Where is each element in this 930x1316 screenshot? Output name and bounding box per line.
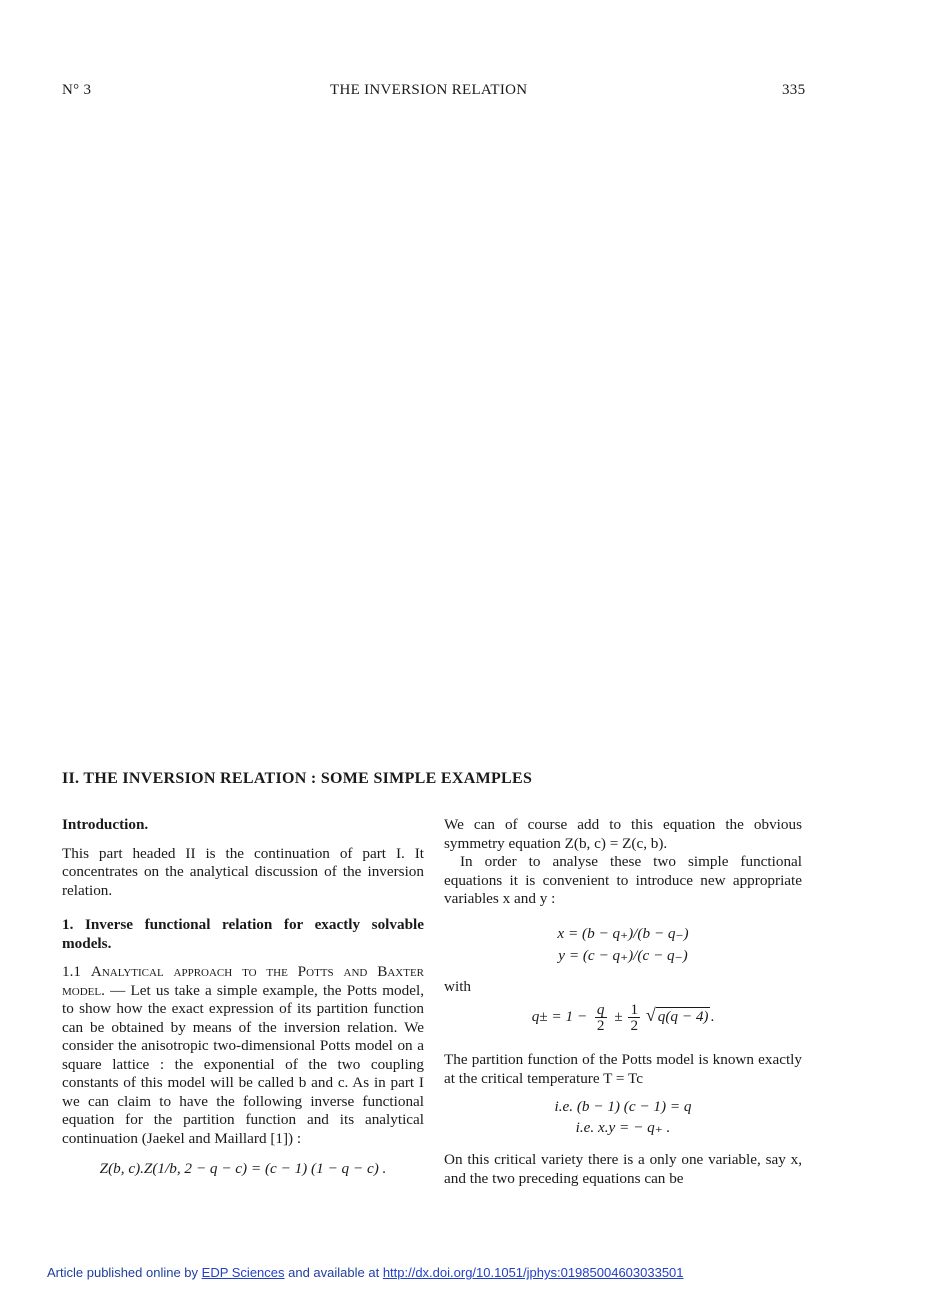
subsection-title: Analytical approach to the Potts and Baxter model. — [62, 963, 424, 999]
footer-prefix: Article published online by — [47, 1265, 202, 1280]
fraction-numerator: q — [596, 1001, 605, 1018]
doi-link[interactable]: http://dx.doi.org/10.1051/jphys:01985004603033501 — [382, 1265, 684, 1280]
subsection-heading: 1. Inverse functional relation for exactly solvable models. — [62, 916, 424, 952]
inverse-functional-equation: Z(b, c).Z(1/b, 2 − q − c) = (c − 1) (1 − q − c) . — [99, 1160, 387, 1177]
intro-paragraph: This part headed II is the continuation of part I. It concentrates on the analytical discussion of the inversion relation. — [62, 844, 424, 899]
part-title: II. THE INVERSION RELATION : SOME SIMPLE EXAMPLES — [62, 770, 533, 787]
equation-q-pm — [444, 1002, 802, 1033]
variables-paragraph: In order to analyse these two simple functional equations it is convenient to introduce new appropriate variables x and y : — [444, 853, 802, 907]
eq-q-end: . — [710, 1007, 715, 1025]
critical-condition-2: i.e. x.y = − q₊ . — [575, 1118, 671, 1136]
equation-y: y = (c − q₊)/(c − q₋) — [558, 947, 688, 964]
fraction-denominator: 2 — [630, 1017, 639, 1034]
plus-minus-sign: ± — [614, 1007, 623, 1025]
intro-heading: Introduction. — [62, 816, 149, 833]
right-column — [444, 816, 802, 1188]
fraction-denominator: 2 — [596, 1017, 605, 1034]
with-label: with — [444, 977, 472, 995]
critical-condition-1: i.e. (b − 1) (c − 1) = q — [554, 1098, 692, 1115]
sqrt-sign: √ — [645, 1004, 656, 1025]
subsection-body: Let us take a simple example, the Potts model, to show how the exact expression of its partition function can be obtained by means of the inversion relation. We consider the anisotropic two-dimensional Potts model on a square lattice : the exponential of the two coupling constants of this model will be called b and c. As in part I we can claim to have the following inverse functional equation for the partition function and its analytical continuation (Jaekel and Maillard [1]) : — [62, 981, 425, 1147]
issue-number: N° 3 — [62, 82, 92, 98]
critical-temperature-paragraph: The partition function of the Potts model is known exactly at the critical temperature T = Tc — [444, 1051, 802, 1087]
fraction-q-over-2 — [595, 1002, 607, 1033]
symmetry-paragraph: We can of course add to this equation the obvious symmetry equation Z(b, c) = Z(c, b). — [444, 816, 802, 852]
subsection-number: 1.1 — [62, 963, 81, 980]
footer-middle: and available at — [284, 1265, 383, 1280]
running-title: THE INVERSION RELATION — [330, 82, 528, 98]
subsection-dash: — — [104, 981, 131, 999]
eq-q-lhs: q± = 1 − — [531, 1007, 588, 1025]
fraction-one-half — [628, 1002, 640, 1033]
page-number: 335 — [782, 82, 806, 98]
critical-variety-paragraph: On this critical variety there is a only one variable, say x, and the two preceding equations can be — [444, 1151, 802, 1187]
fraction-numerator: 1 — [630, 1001, 639, 1018]
left-column — [62, 816, 424, 1179]
publisher-link[interactable]: EDP Sciences — [201, 1265, 285, 1280]
sqrt-argument: q(q − 4) — [657, 1007, 709, 1025]
subsection-paragraph — [62, 963, 424, 1148]
equation-x: x = (b − q₊)/(b − q₋) — [557, 924, 689, 942]
publication-footer — [47, 1265, 684, 1280]
